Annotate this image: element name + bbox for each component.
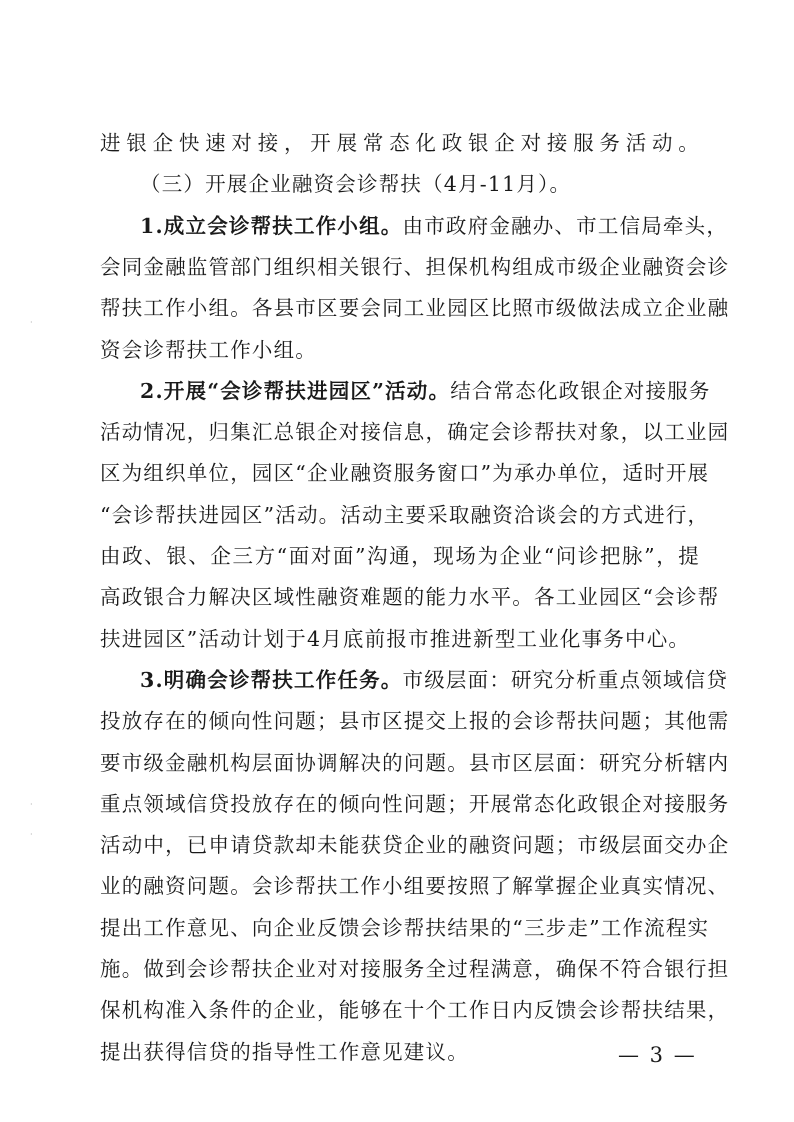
text-line <box>100 913 710 943</box>
text-run: 保机构准入条件的企业，能够在十个工作日内反馈会诊帮扶结果， <box>100 998 730 1023</box>
text-line <box>100 458 710 488</box>
text-line <box>100 789 730 819</box>
text-run: 投放存在的倾向性问题；县市区提交上报的会诊帮扶问题；其他需 <box>100 709 730 734</box>
text-run: 扶进园区”活动计划于4月底前报市推进新型工业化事务中心。 <box>100 626 691 651</box>
scan-mark: · <box>30 830 33 839</box>
text-line <box>100 871 730 901</box>
text-line <box>140 665 729 695</box>
scan-mark: · <box>30 800 33 809</box>
text-run: 提出获得信贷的指导性工作意见建议。 <box>100 1039 469 1064</box>
text-run: 提出工作意见、向企业反馈会诊帮扶结果的“三步走”工作流程实 <box>100 915 710 940</box>
text-line <box>100 252 730 282</box>
text-run: （三）开展企业融资会诊帮扶（4月-11月）。 <box>140 172 572 197</box>
bold-heading-run: 1.成立会诊帮扶工作小组。 <box>140 213 403 238</box>
text-run: 活动中，已申请贷款却未能获贷企业的融资问题；市级层面交办企 <box>100 833 730 858</box>
text-line <box>100 954 730 984</box>
bold-heading-run: 3.明确会诊帮扶工作任务。 <box>140 667 403 692</box>
scan-mark: · <box>30 318 33 327</box>
text-line <box>100 748 730 778</box>
text-line <box>100 995 730 1025</box>
text-run: 结合常态化政银企对接服务 <box>450 378 711 403</box>
text-line <box>100 1037 700 1067</box>
text-line <box>100 417 730 447</box>
text-line <box>100 500 710 530</box>
text-line <box>140 376 711 406</box>
text-line <box>100 582 720 612</box>
text-run: 业的融资问题。会诊帮扶工作小组要按照了解掌握企业真实情况、 <box>100 874 730 899</box>
text-run: 进银企快速对接，开展常态化政银企对接服务活动。 <box>100 131 700 155</box>
text-run: 区为组织单位，园区“企业融资服务窗口”为承办单位，适时开展 <box>100 461 710 486</box>
text-line <box>100 335 700 365</box>
text-line <box>140 211 729 241</box>
text-line <box>100 293 730 323</box>
text-run: 重点领域信贷投放存在的倾向性问题；开展常态化政银企对接服务 <box>100 791 730 816</box>
text-run: 要市级金融机构层面协调解决的问题。县市区层面：研究分析辖内 <box>100 750 730 775</box>
text-run: 由政、银、企三方“面对面”沟通，现场为企业“问诊把脉”，提 <box>100 544 700 568</box>
text-run: 高政银合力解决区域性融资难题的能力水平。各工业园区“会诊帮 <box>100 585 720 610</box>
text-run: 帮扶工作小组。各县市区要会同工业园区比照市级做法成立企业融 <box>100 296 730 321</box>
text-line <box>100 541 700 571</box>
text-line <box>100 706 730 736</box>
text-run: 会同金融监管部门组织相关银行、担保机构组成市级企业融资会诊 <box>100 254 730 279</box>
text-line <box>140 169 700 199</box>
page-number: — 3 — <box>618 1043 697 1067</box>
text-line <box>100 830 730 860</box>
text-run: 活动情况，归集汇总银企对接信息，确定会诊帮扶对象，以工业园 <box>100 420 730 445</box>
text-line <box>100 128 700 158</box>
text-line <box>100 624 700 654</box>
text-run: 施。做到会诊帮扶企业对对接服务全过程满意，确保不符合银行担 <box>100 957 730 981</box>
text-run: 市级层面：研究分析重点领域信贷 <box>402 667 729 692</box>
text-run: 由市政府金融办、市工信局牵头， <box>402 213 729 238</box>
bold-heading-run: 2.开展“会诊帮扶进园区”活动。 <box>140 378 451 403</box>
text-run: 资会诊帮扶工作小组。 <box>100 337 317 362</box>
text-run: “会诊帮扶进园区”活动。活动主要采取融资洽谈会的方式进行， <box>100 502 710 527</box>
